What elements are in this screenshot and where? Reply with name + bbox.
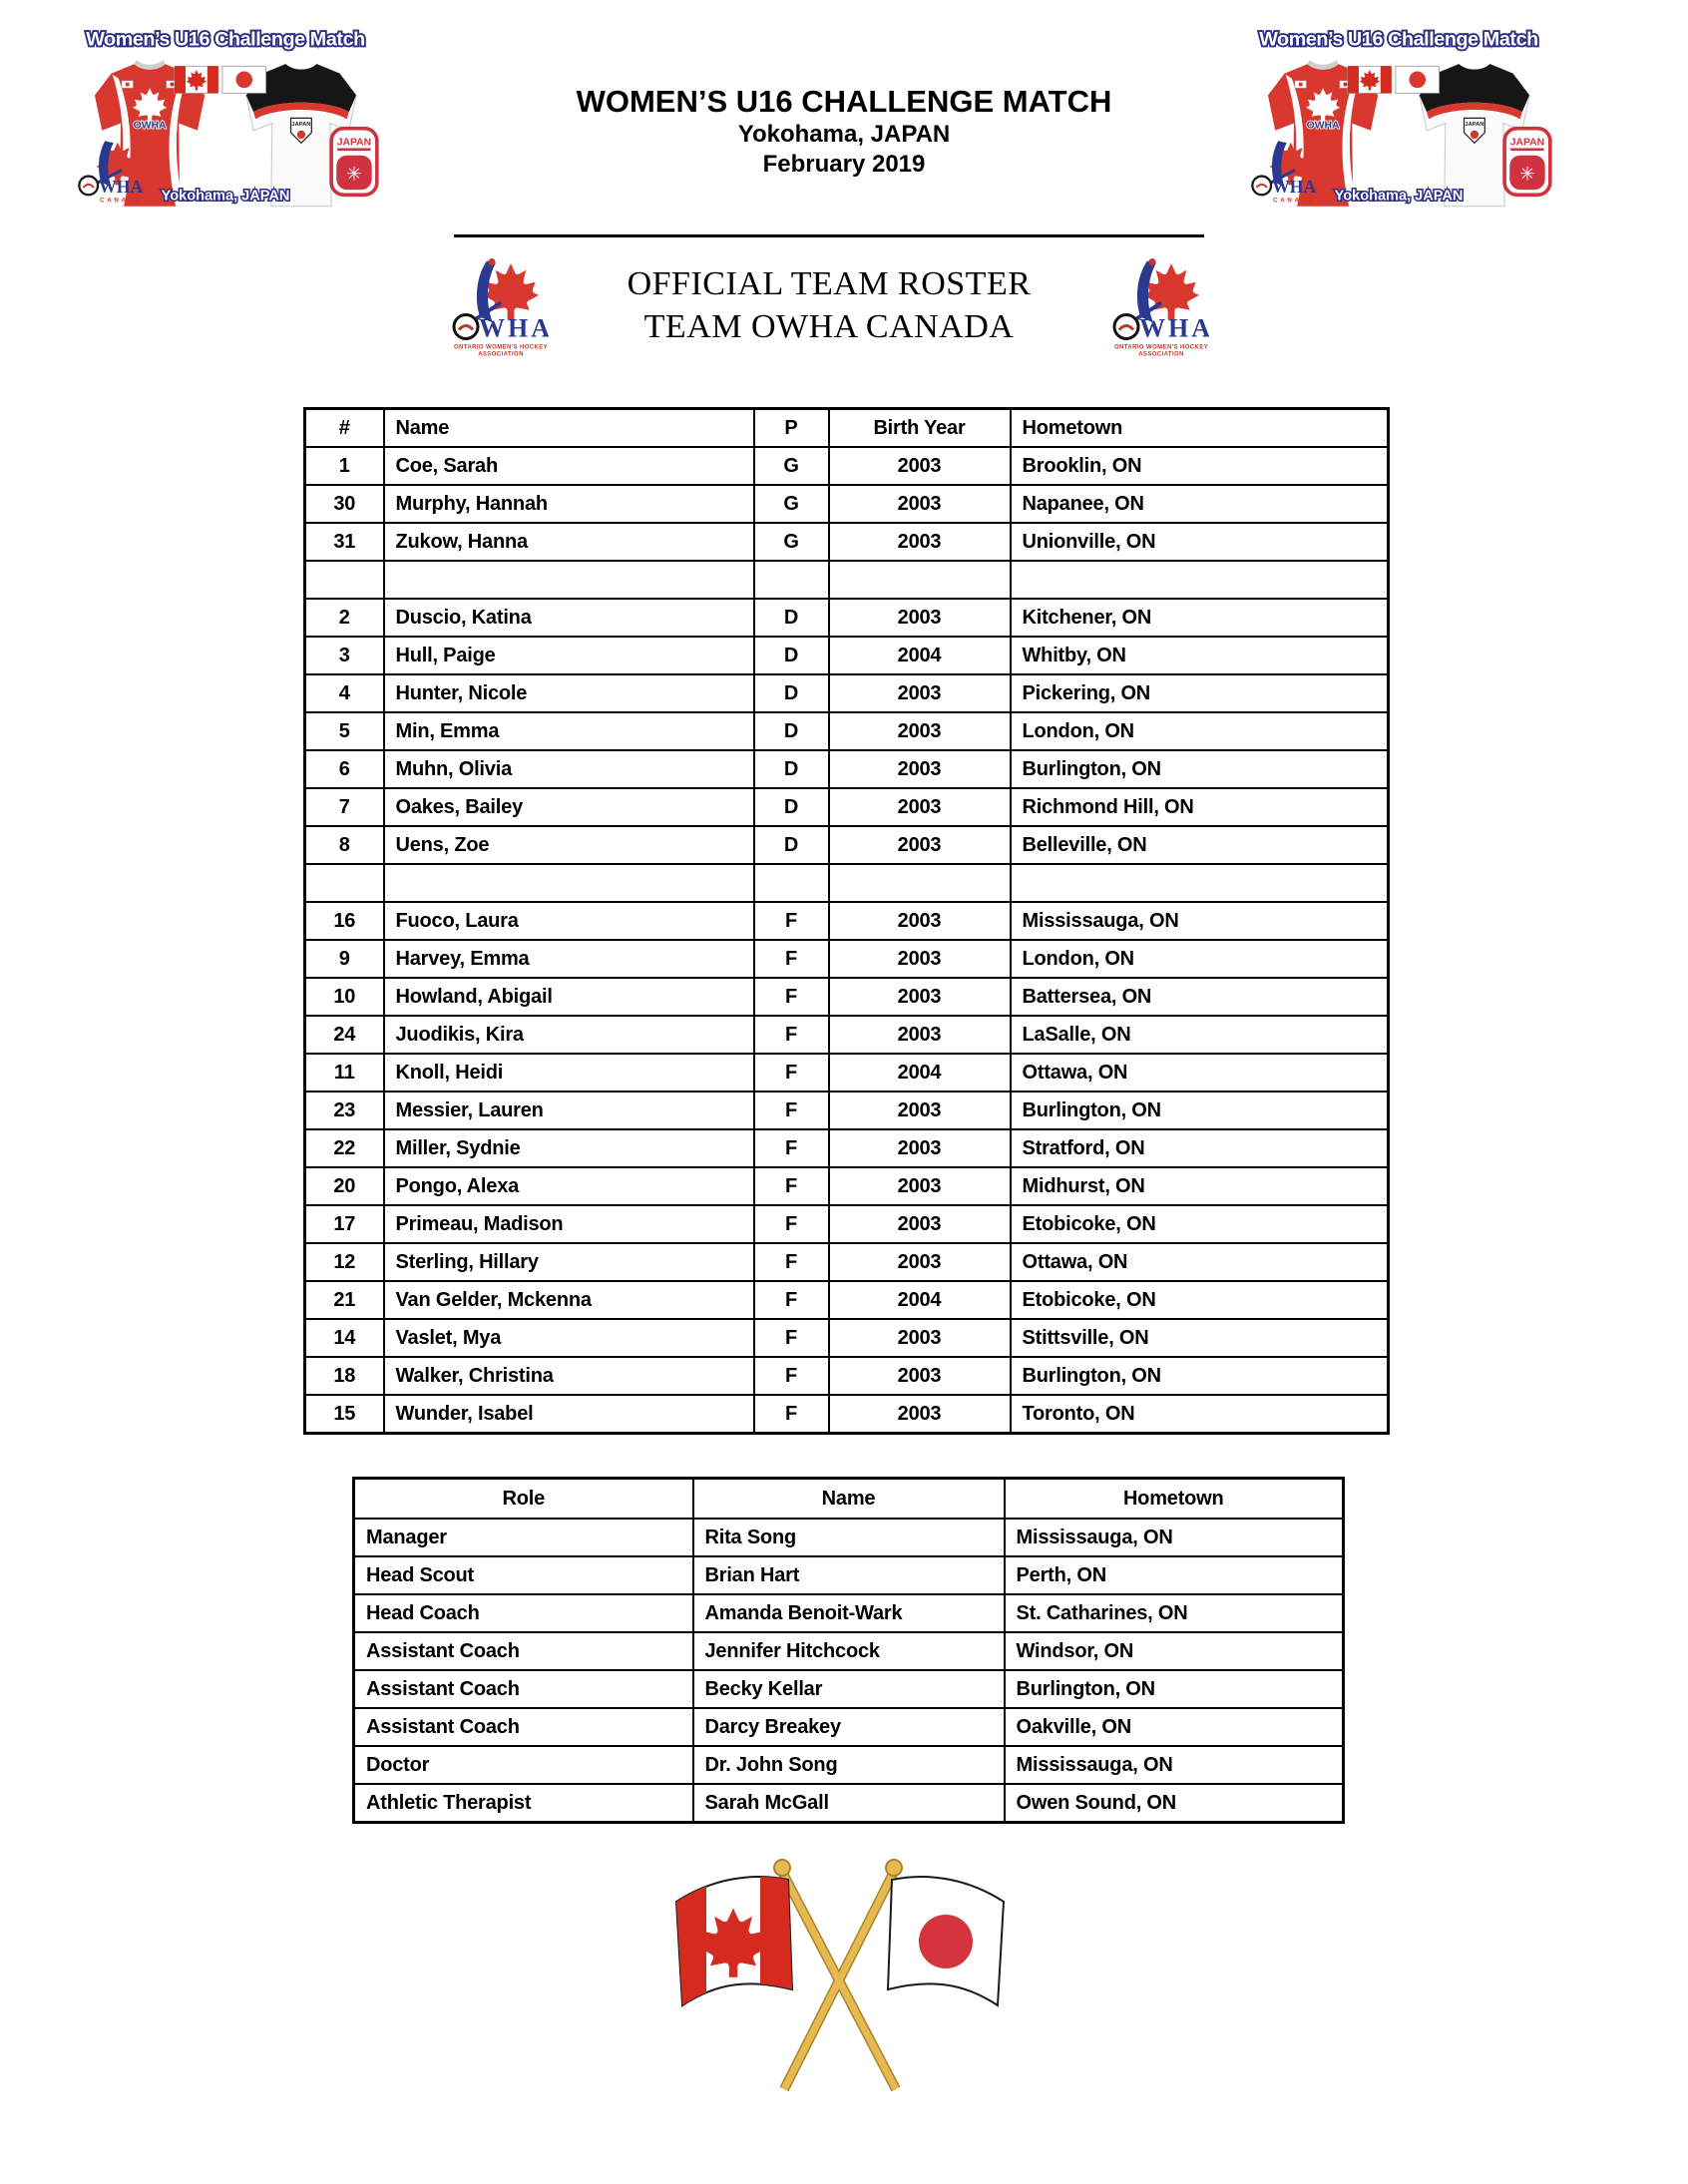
staff-row-role: Head Scout (354, 1556, 693, 1594)
player-row (305, 1167, 1389, 1205)
player-row-birth_year: 2003 (829, 523, 1011, 561)
player-row-hometown: Burlington, ON (1011, 1092, 1389, 1129)
player-row-hometown: Napanee, ON (1011, 485, 1389, 523)
players-header-name: Name (384, 409, 754, 448)
player-row (305, 712, 1389, 750)
player-row-num: 14 (305, 1319, 384, 1357)
staff-row-name: Brian Hart (693, 1556, 1005, 1594)
player-row-hometown: London, ON (1011, 940, 1389, 978)
player-row-num: 8 (305, 826, 384, 864)
player-row-birth_year: 2003 (829, 1092, 1011, 1129)
player-row-name: Hull, Paige (384, 637, 754, 674)
player-row-pos: G (754, 485, 829, 523)
player-row-birth_year: 2003 (829, 447, 1011, 485)
crossed-flags-image (670, 1854, 1010, 2098)
player-row-birth_year: 2004 (829, 637, 1011, 674)
staff-row-hometown: Oakville, ON (1005, 1708, 1344, 1746)
player-row-name: Min, Emma (384, 712, 754, 750)
staff-row-hometown: Mississauga, ON (1005, 1519, 1344, 1556)
player-row (305, 940, 1389, 978)
player-row (305, 1319, 1389, 1357)
staff-row-name: Dr. John Song (693, 1746, 1005, 1784)
staff-row (354, 1519, 1344, 1556)
player-row-num (305, 864, 384, 902)
player-row-num: 5 (305, 712, 384, 750)
player-row (305, 1205, 1389, 1243)
player-row-birth_year: 2003 (829, 788, 1011, 826)
player-row-birth_year: 2003 (829, 674, 1011, 712)
roster-title-line2: TEAM OWHA CANADA (643, 308, 1015, 345)
player-row-hometown: Ottawa, ON (1011, 1243, 1389, 1281)
player-row-name: Primeau, Madison (384, 1205, 754, 1243)
player-row-birth_year: 2003 (829, 1167, 1011, 1205)
player-row-pos: F (754, 1243, 829, 1281)
player-row-hometown: London, ON (1011, 712, 1389, 750)
player-row (305, 978, 1389, 1016)
player-row-hometown: Ottawa, ON (1011, 1054, 1389, 1092)
player-row-hometown: Whitby, ON (1011, 637, 1389, 674)
player-row-num: 20 (305, 1167, 384, 1205)
page-date: February 2019 (762, 151, 926, 178)
player-row-hometown: Midhurst, ON (1011, 1167, 1389, 1205)
player-row-hometown: Unionville, ON (1011, 523, 1389, 561)
player-row-hometown: Stittsville, ON (1011, 1319, 1389, 1357)
player-row-birth_year: 2003 (829, 1205, 1011, 1243)
player-row-name: Knoll, Heidi (384, 1054, 754, 1092)
player-row (305, 1281, 1389, 1319)
player-row-name: Murphy, Hannah (384, 485, 754, 523)
player-row-birth_year: 2003 (829, 902, 1011, 940)
player-row-birth_year: 2003 (829, 1357, 1011, 1395)
staff-row-role: Athletic Therapist (354, 1784, 693, 1823)
player-row-num: 30 (305, 485, 384, 523)
staff-row-role: Head Coach (354, 1594, 693, 1632)
player-row-pos: F (754, 1016, 829, 1054)
player-row-num: 4 (305, 674, 384, 712)
player-row-num: 21 (305, 1281, 384, 1319)
flag-poles (774, 1860, 902, 2089)
player-row-birth_year: 2003 (829, 599, 1011, 637)
player-row-num: 22 (305, 1129, 384, 1167)
player-row-num: 9 (305, 940, 384, 978)
player-row-birth_year (829, 561, 1011, 599)
staff-row (354, 1632, 1344, 1670)
player-row-pos: D (754, 674, 829, 712)
player-row (305, 637, 1389, 674)
player-row-name (384, 561, 754, 599)
player-row-num: 6 (305, 750, 384, 788)
page-location: Yokohama, JAPAN (737, 121, 951, 148)
player-row-num: 10 (305, 978, 384, 1016)
player-row-pos: F (754, 978, 829, 1016)
staff-row-role: Manager (354, 1519, 693, 1556)
staff-header-name: Name (693, 1479, 1005, 1520)
player-row (305, 902, 1389, 940)
page-title: WOMEN’S U16 CHALLENGE MATCH (576, 84, 1112, 119)
staff-row-hometown: Windsor, ON (1005, 1632, 1344, 1670)
player-row-birth_year: 2003 (829, 750, 1011, 788)
player-row-birth_year: 2003 (829, 1129, 1011, 1167)
player-row-num: 23 (305, 1092, 384, 1129)
player-row-num: 17 (305, 1205, 384, 1243)
player-row-pos: F (754, 902, 829, 940)
player-row (305, 750, 1389, 788)
player-row-name: Muhn, Olivia (384, 750, 754, 788)
player-row-num: 3 (305, 637, 384, 674)
japan-flag-icon (888, 1877, 1004, 2005)
roster-heading (449, 251, 1209, 359)
player-row-pos: D (754, 826, 829, 864)
player-row-pos: F (754, 1319, 829, 1357)
header-divider (454, 234, 1204, 237)
player-row-num: 1 (305, 447, 384, 485)
player-row-hometown: Burlington, ON (1011, 1357, 1389, 1395)
player-row-name: Walker, Christina (384, 1357, 754, 1395)
player-row (305, 523, 1389, 561)
player-row-hometown: Etobicoke, ON (1011, 1205, 1389, 1243)
player-row-name (384, 864, 754, 902)
player-row-pos: G (754, 523, 829, 561)
staff-row (354, 1594, 1344, 1632)
player-row-name: Uens, Zoe (384, 826, 754, 864)
player-row-birth_year (829, 864, 1011, 902)
staff-table-body (354, 1519, 1344, 1823)
player-row-name: Coe, Sarah (384, 447, 754, 485)
staff-row-name: Sarah McGall (693, 1784, 1005, 1823)
staff-row-name: Becky Kellar (693, 1670, 1005, 1708)
player-row-birth_year: 2004 (829, 1054, 1011, 1092)
owha-logo-icon (1109, 251, 1209, 359)
player-row-num: 11 (305, 1054, 384, 1092)
player-row-pos: G (754, 447, 829, 485)
player-row-pos (754, 561, 829, 599)
staff-row (354, 1556, 1344, 1594)
player-row-num: 12 (305, 1243, 384, 1281)
player-row (305, 1092, 1389, 1129)
player-row-name: Miller, Sydnie (384, 1129, 754, 1167)
player-row-birth_year: 2003 (829, 1395, 1011, 1434)
players-table (303, 407, 1390, 1435)
player-row (305, 1054, 1389, 1092)
player-row-hometown: Kitchener, ON (1011, 599, 1389, 637)
player-row-pos: F (754, 1205, 829, 1243)
staff-row (354, 1708, 1344, 1746)
player-row (305, 447, 1389, 485)
players-header-num: # (305, 409, 384, 448)
player-row-hometown: Stratford, ON (1011, 1129, 1389, 1167)
staff-row (354, 1670, 1344, 1708)
staff-header-hometown: Hometown (1005, 1479, 1344, 1520)
players-header-hometown: Hometown (1011, 409, 1389, 448)
staff-row-name: Jennifer Hitchcock (693, 1632, 1005, 1670)
player-row-name: Sterling, Hillary (384, 1243, 754, 1281)
roster-title (628, 262, 1032, 348)
player-row-pos: D (754, 788, 829, 826)
staff-row-hometown: Perth, ON (1005, 1556, 1344, 1594)
player-row-name: Duscio, Katina (384, 599, 754, 637)
player-row-name: Fuoco, Laura (384, 902, 754, 940)
player-row-name: Zukow, Hanna (384, 523, 754, 561)
player-row-name: Harvey, Emma (384, 940, 754, 978)
player-row-num: 15 (305, 1395, 384, 1434)
staff-row-hometown: Owen Sound, ON (1005, 1784, 1344, 1823)
player-row-hometown (1011, 561, 1389, 599)
players-header-row (305, 409, 1389, 448)
player-row-pos: F (754, 1281, 829, 1319)
player-row-birth_year: 2003 (829, 485, 1011, 523)
roster-title-line1: OFFICIAL TEAM ROSTER (627, 265, 1032, 302)
player-row-name: Pongo, Alexa (384, 1167, 754, 1205)
staff-row-hometown: Burlington, ON (1005, 1670, 1344, 1708)
player-row-birth_year: 2003 (829, 978, 1011, 1016)
staff-row (354, 1784, 1344, 1823)
owha-logo-icon (449, 251, 549, 359)
player-row-pos: F (754, 1357, 829, 1395)
player-row-name: Wunder, Isabel (384, 1395, 754, 1434)
player-row-name: Oakes, Bailey (384, 788, 754, 826)
player-row-num: 18 (305, 1357, 384, 1395)
document-header (0, 84, 1688, 180)
player-row-pos (754, 864, 829, 902)
staff-row-name: Darcy Breakey (693, 1708, 1005, 1746)
player-row (305, 1016, 1389, 1054)
staff-row (354, 1746, 1344, 1784)
player-row-num: 24 (305, 1016, 384, 1054)
player-row-hometown: Battersea, ON (1011, 978, 1389, 1016)
player-row-hometown (1011, 864, 1389, 902)
players-header-birth-year: Birth Year (829, 409, 1011, 448)
staff-table (352, 1477, 1345, 1824)
player-row (305, 1357, 1389, 1395)
staff-row-name: Amanda Benoit-Wark (693, 1594, 1005, 1632)
player-row-hometown: Brooklin, ON (1011, 447, 1389, 485)
player-row-hometown: LaSalle, ON (1011, 1016, 1389, 1054)
staff-row-hometown: Mississauga, ON (1005, 1746, 1344, 1784)
player-row-hometown: Toronto, ON (1011, 1395, 1389, 1434)
player-row-pos: F (754, 940, 829, 978)
player-row-name: Howland, Abigail (384, 978, 754, 1016)
player-row-hometown: Richmond Hill, ON (1011, 788, 1389, 826)
player-row-hometown: Etobicoke, ON (1011, 1281, 1389, 1319)
player-row-num (305, 561, 384, 599)
player-row-birth_year: 2003 (829, 1243, 1011, 1281)
player-row (305, 561, 1389, 599)
player-row-name: Hunter, Nicole (384, 674, 754, 712)
player-row-pos: D (754, 637, 829, 674)
player-row-birth_year: 2003 (829, 712, 1011, 750)
player-row-birth_year: 2004 (829, 1281, 1011, 1319)
player-row (305, 788, 1389, 826)
player-row (305, 674, 1389, 712)
player-row-pos: F (754, 1129, 829, 1167)
players-header-pos: P (754, 409, 829, 448)
player-row-num: 16 (305, 902, 384, 940)
player-row-pos: D (754, 750, 829, 788)
player-row (305, 826, 1389, 864)
player-row (305, 1243, 1389, 1281)
staff-row-hometown: St. Catharines, ON (1005, 1594, 1344, 1632)
player-row-name: Juodikis, Kira (384, 1016, 754, 1054)
canada-flag-icon (670, 1864, 796, 2013)
player-row (305, 485, 1389, 523)
player-row-num: 2 (305, 599, 384, 637)
player-row-hometown: Mississauga, ON (1011, 902, 1389, 940)
player-row-name: Vaslet, Mya (384, 1319, 754, 1357)
player-row-birth_year: 2003 (829, 940, 1011, 978)
staff-row-role: Assistant Coach (354, 1632, 693, 1670)
player-row-hometown: Belleville, ON (1011, 826, 1389, 864)
staff-header-row (354, 1479, 1344, 1520)
player-row (305, 1395, 1389, 1434)
player-row-pos: F (754, 1395, 829, 1434)
staff-row-name: Rita Song (693, 1519, 1005, 1556)
player-row-pos: F (754, 1092, 829, 1129)
player-row-hometown: Pickering, ON (1011, 674, 1389, 712)
player-row-pos: F (754, 1054, 829, 1092)
player-row-num: 7 (305, 788, 384, 826)
player-row-pos: F (754, 1167, 829, 1205)
player-row-birth_year: 2003 (829, 1016, 1011, 1054)
player-row-birth_year: 2003 (829, 826, 1011, 864)
player-row-pos: D (754, 599, 829, 637)
players-table-body (305, 447, 1389, 1434)
player-row-pos: D (754, 712, 829, 750)
player-row-name: Van Gelder, Mckenna (384, 1281, 754, 1319)
player-row (305, 864, 1389, 902)
staff-row-role: Doctor (354, 1746, 693, 1784)
player-row-name: Messier, Lauren (384, 1092, 754, 1129)
player-row-hometown: Burlington, ON (1011, 750, 1389, 788)
staff-header-role: Role (354, 1479, 693, 1520)
staff-row-role: Assistant Coach (354, 1670, 693, 1708)
player-row-birth_year: 2003 (829, 1319, 1011, 1357)
staff-row-role: Assistant Coach (354, 1708, 693, 1746)
player-row (305, 599, 1389, 637)
player-row (305, 1129, 1389, 1167)
player-row-num: 31 (305, 523, 384, 561)
